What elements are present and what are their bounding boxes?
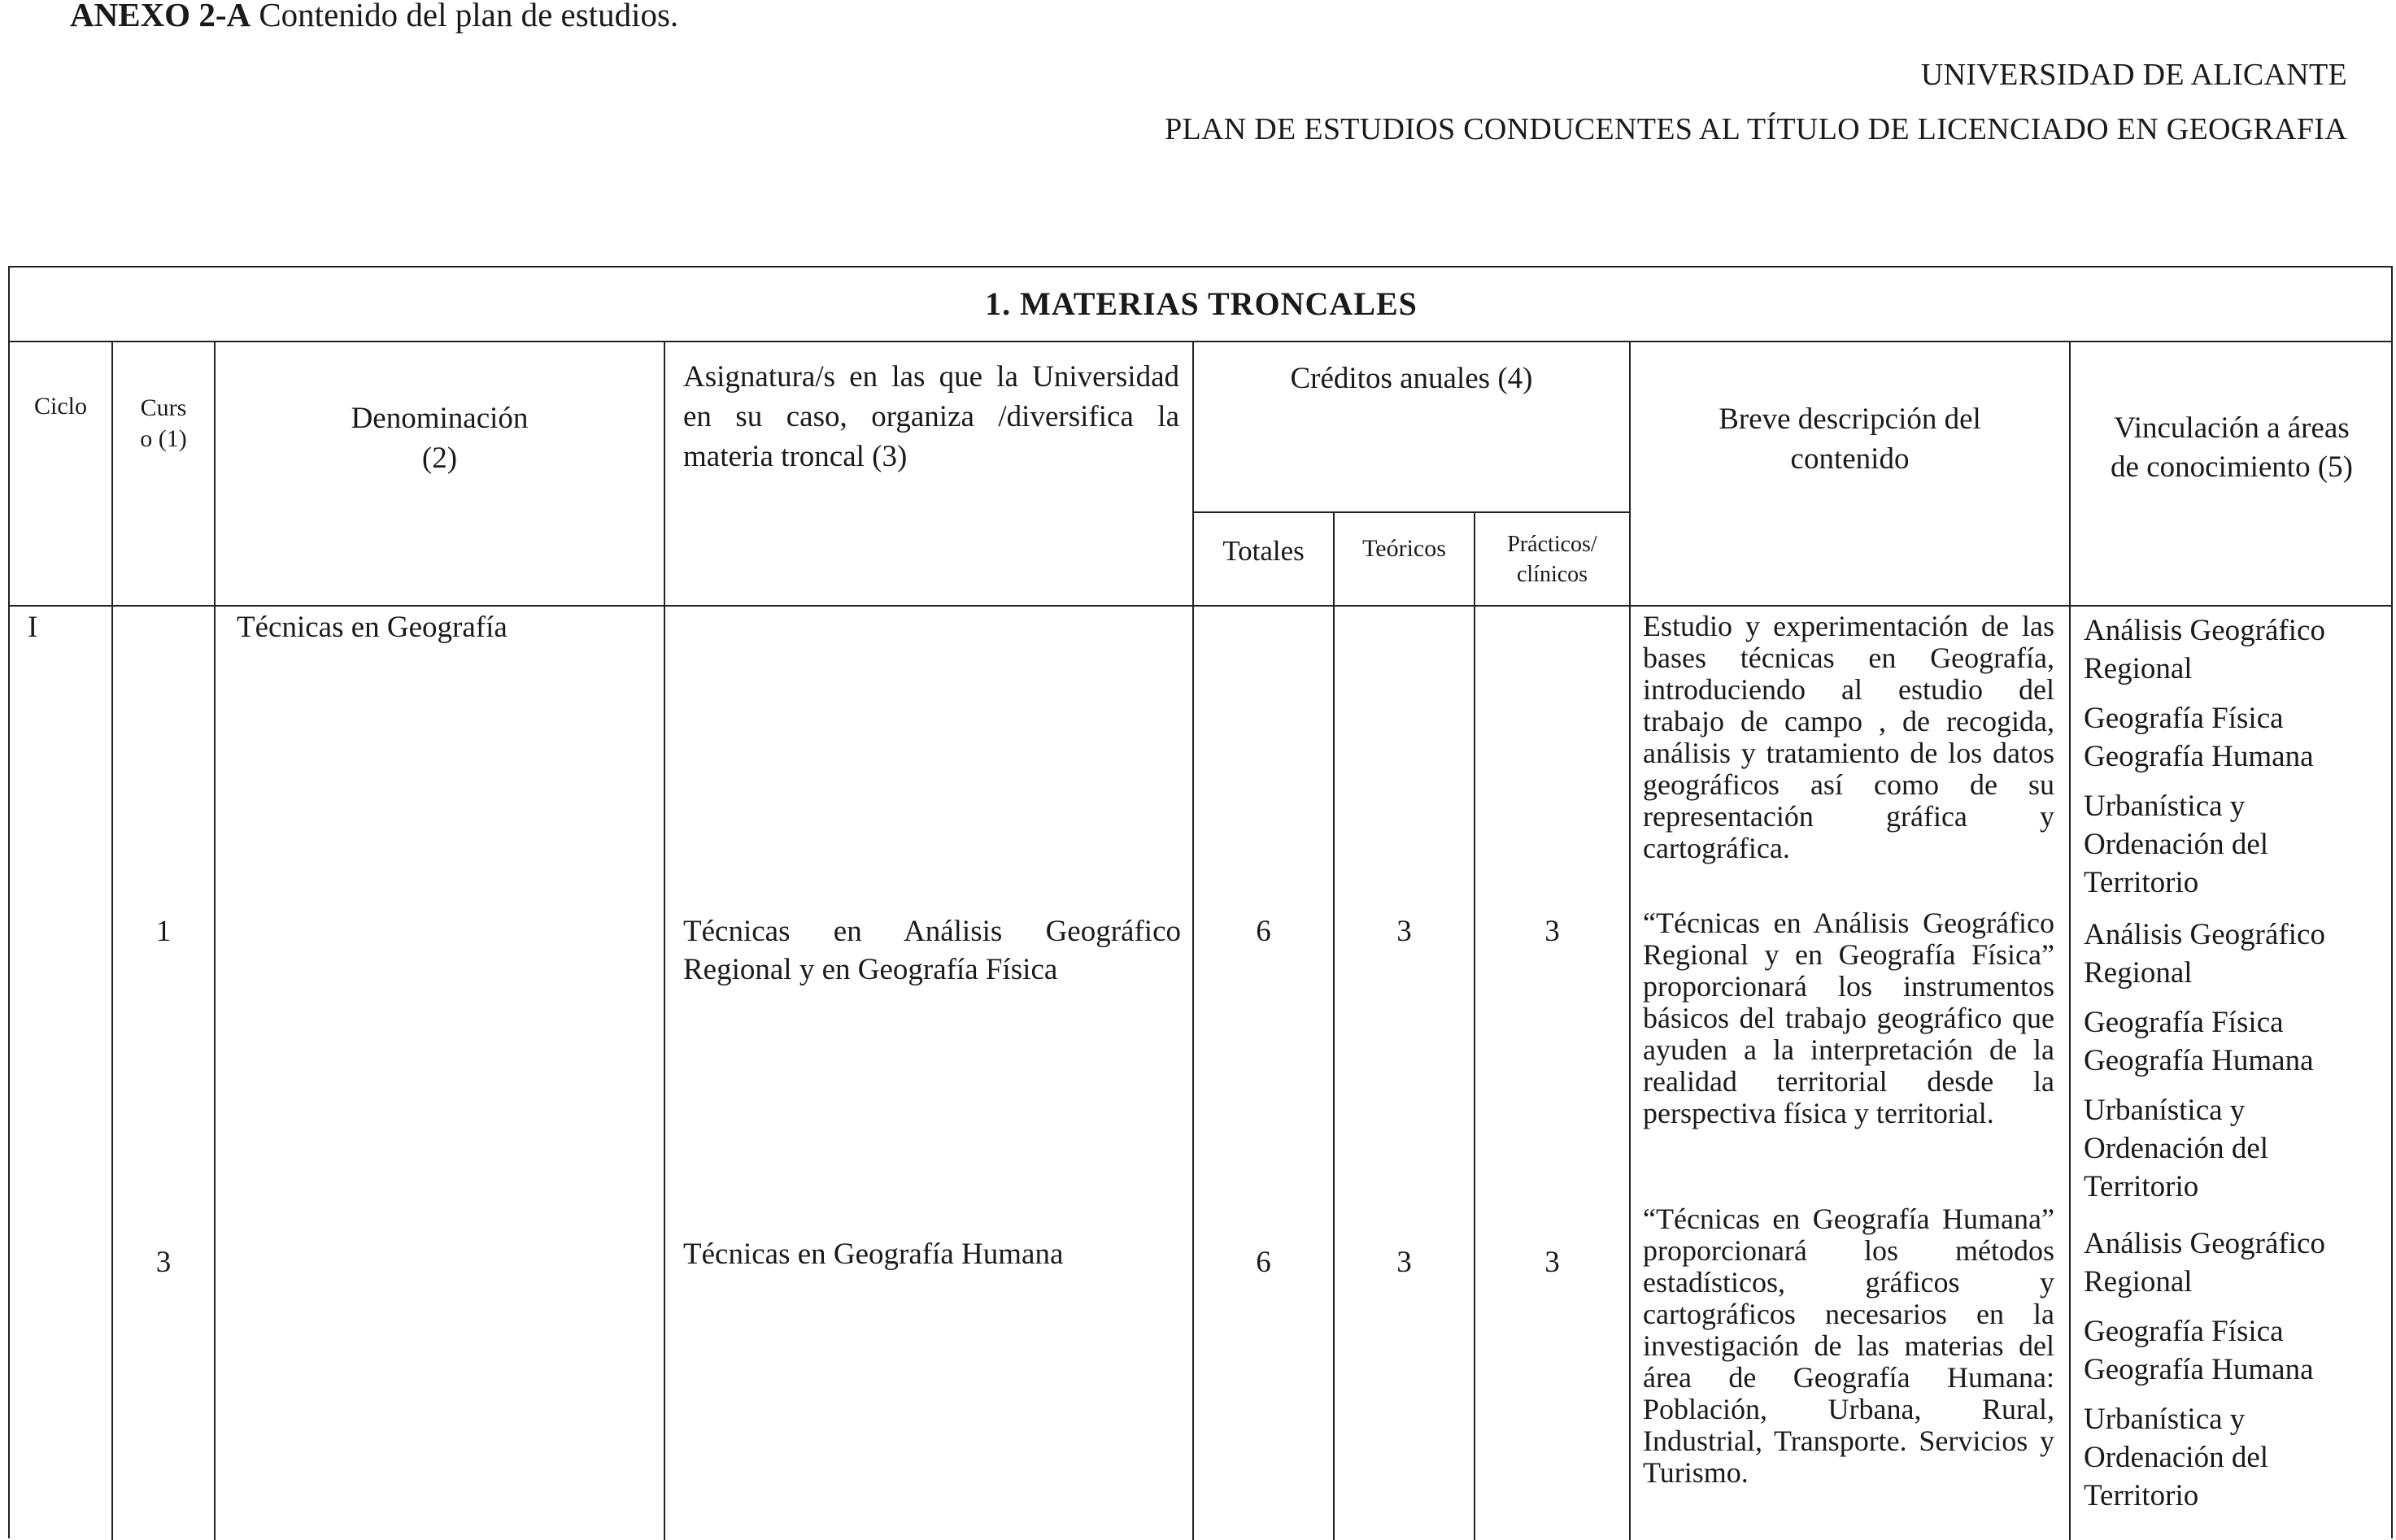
table-rule xyxy=(664,341,665,1540)
table-rule xyxy=(1192,511,1629,513)
table-rule xyxy=(10,341,2393,342)
annex-title: Contenido del plan de estudios. xyxy=(259,0,679,33)
table-rule xyxy=(214,341,216,1540)
row2-totales: 6 xyxy=(1256,1246,1271,1279)
row1-teoricos: 3 xyxy=(1396,915,1412,948)
area-analisis-regional: Análisis Geográfico Regional xyxy=(2084,918,2325,990)
materia-areas xyxy=(2084,611,2389,902)
header-practicos: Prácticos/ clínicos xyxy=(1507,532,1597,587)
table-rule xyxy=(2069,341,2071,1540)
table-rule xyxy=(1629,341,1631,1540)
header-ciclo: Ciclo xyxy=(34,393,87,420)
plan-title: PLAN DE ESTUDIOS CONDUCENTES AL TÍTULO DE LICENCIADO EN GEOGRAFIA xyxy=(1165,112,2347,146)
area-fisica-humana: Geografía Física Geografía Humana xyxy=(2084,1006,2314,1077)
row2-areas xyxy=(2084,1225,2389,1515)
area-urbanistica: Urbanística y Ordenación del Territorio xyxy=(2084,790,2269,899)
table-title: 1. MATERIAS TRONCALES xyxy=(985,285,1418,322)
row1-totales: 6 xyxy=(1256,915,1271,948)
annex-heading xyxy=(70,0,678,34)
materias-table xyxy=(8,266,2393,1538)
materia-denominacion: Técnicas en Geografía xyxy=(237,611,508,644)
header-vinculacion: Vinculación a áreas de conocimiento (5) xyxy=(2111,411,2353,484)
area-fisica-humana: Geografía Física Geografía Humana xyxy=(2084,1315,2314,1386)
table-rule xyxy=(10,605,2393,607)
annex-label: ANEXO 2-A xyxy=(70,0,251,33)
table-rule xyxy=(1333,511,1335,1540)
header-teoricos: Teóricos xyxy=(1362,535,1446,562)
row1-areas xyxy=(2084,916,2389,1206)
area-fisica-humana: Geografía Física Geografía Humana xyxy=(2084,702,2314,773)
ciclo-value: I xyxy=(28,611,38,644)
university-name: UNIVERSIDAD DE ALICANTE xyxy=(1920,58,2347,92)
header-asignaturas: Asignatura/s en las que la Universidad en su caso, organiza /diversifica la materia troncal (3) xyxy=(683,360,1179,473)
row1-curso: 1 xyxy=(155,915,172,948)
header-descripcion: Breve descripción del contenido xyxy=(1719,402,1981,476)
area-analisis-regional: Análisis Geográfico Regional xyxy=(2084,1227,2325,1299)
row1-practicos: 3 xyxy=(1544,915,1560,948)
row2-descripcion: “Técnicas en Geografía Humana” proporcionará los métodos estadísticos, gráficos y cartográficos necesarios en la investigación de las materias del área de Geografía Humana: Población, Urbana, Rural, Industrial, Transporte. Servicios y Turismo. xyxy=(1643,1203,2054,1489)
row2-curso: 3 xyxy=(155,1246,172,1279)
area-analisis-regional: Análisis Geográfico Regional xyxy=(2084,614,2325,685)
row2-asignatura: Técnicas en Geografía Humana xyxy=(683,1238,1064,1271)
table-rule xyxy=(1474,511,1475,1540)
row2-teoricos: 3 xyxy=(1396,1246,1412,1279)
row1-descripcion: “Técnicas en Análisis Geográfico Regional y en Geografía Física” proporcionará los instrumentos básicos del trabajo geográfico que ayuden a la interpretación de la realidad territorial desde la perspectiva física y territorial. xyxy=(1643,907,2054,1129)
area-urbanistica: Urbanística y Ordenación del Territorio xyxy=(2084,1403,2269,1512)
row2-practicos: 3 xyxy=(1544,1246,1560,1279)
area-urbanistica: Urbanística y Ordenación del Territorio xyxy=(2084,1094,2269,1203)
row1-asignatura: Técnicas en Análisis Geográfico Regional y en Geografía Física xyxy=(683,915,1181,986)
header-totales: Totales xyxy=(1222,535,1305,567)
header-creditos: Créditos anuales (4) xyxy=(1290,362,1533,395)
materia-descripcion: Estudio y experimentación de las bases técnicas en Geografía, introduciendo al estudio del trabajo de campo , de recogida, análisis y tratamiento de los datos geográficos así como de su representación gráfica y cartográfica. xyxy=(1643,610,2054,864)
header-curso: Curs o (1) xyxy=(140,394,187,452)
header-denominacion: Denominación (2) xyxy=(351,402,529,475)
